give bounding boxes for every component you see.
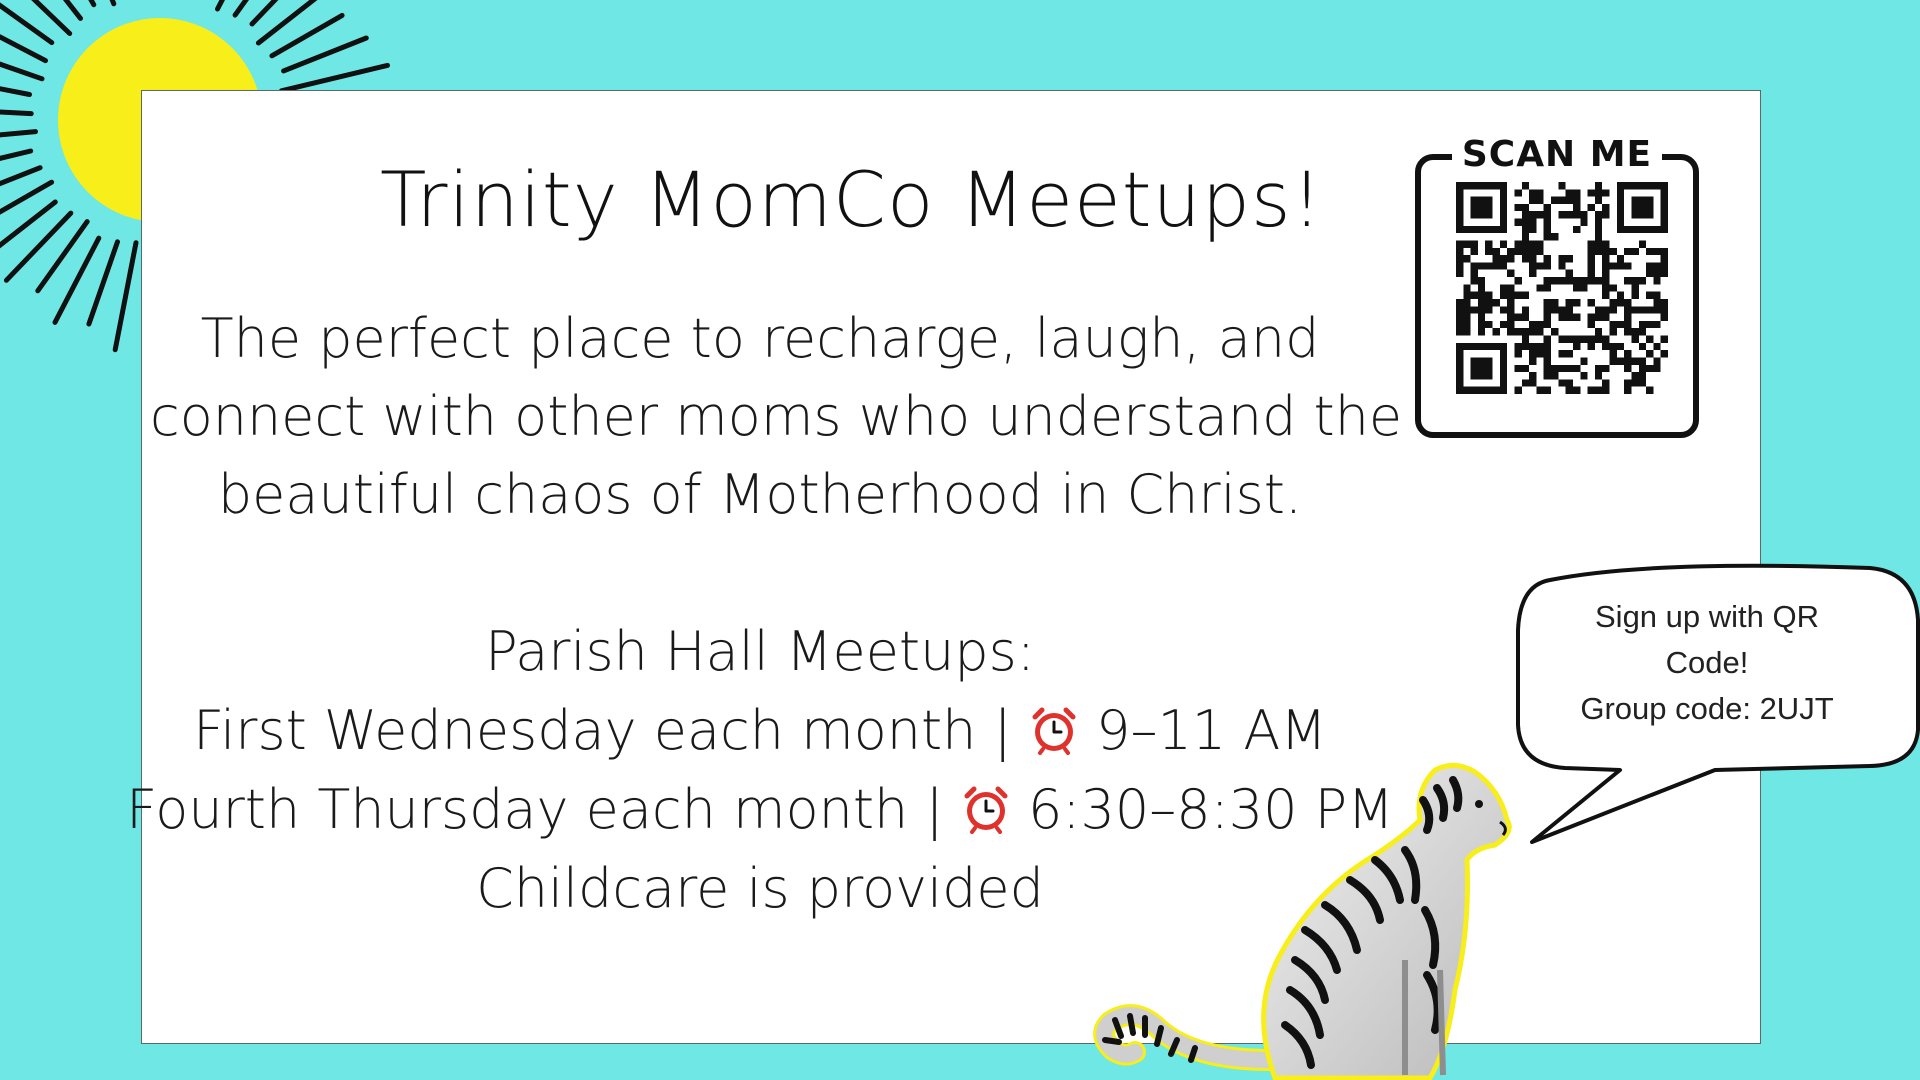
meeting-time: 9–11 AM xyxy=(1096,699,1327,762)
intro-line: The perfect place to recharge, laugh, and xyxy=(200,307,1320,370)
bubble-line: Sign up with QR xyxy=(1595,599,1819,634)
bubble-line: Group code: 2UJT xyxy=(1580,691,1834,726)
speech-bubble-text xyxy=(1532,594,1882,732)
childcare-note: Childcare is provided xyxy=(476,857,1044,920)
meeting-day: Fourth Thursday each month | xyxy=(126,778,944,841)
meeting-day: First Wednesday each month | xyxy=(193,699,1012,762)
alarm-clock-icon xyxy=(1029,705,1079,755)
flyer-title: Trinity MomCo Meetups! xyxy=(380,155,1324,244)
schedule-heading: Parish Hall Meetups: xyxy=(485,620,1035,683)
qr-code-icon[interactable] xyxy=(1456,182,1668,394)
intro-text xyxy=(150,300,1403,534)
tiger-illustration xyxy=(1075,760,1545,1080)
intro-line: connect with other moms who understand the xyxy=(150,385,1403,448)
meeting-time: 6:30–8:30 PM xyxy=(1027,778,1394,841)
bubble-line: Code! xyxy=(1665,645,1749,680)
intro-line: beautiful chaos of Motherhood in Christ. xyxy=(217,463,1303,526)
qr-code-block[interactable] xyxy=(1412,134,1708,446)
scan-me-label: SCAN ME xyxy=(1452,134,1662,175)
schedule-row-wednesday xyxy=(120,691,1400,770)
alarm-clock-icon xyxy=(961,784,1011,834)
